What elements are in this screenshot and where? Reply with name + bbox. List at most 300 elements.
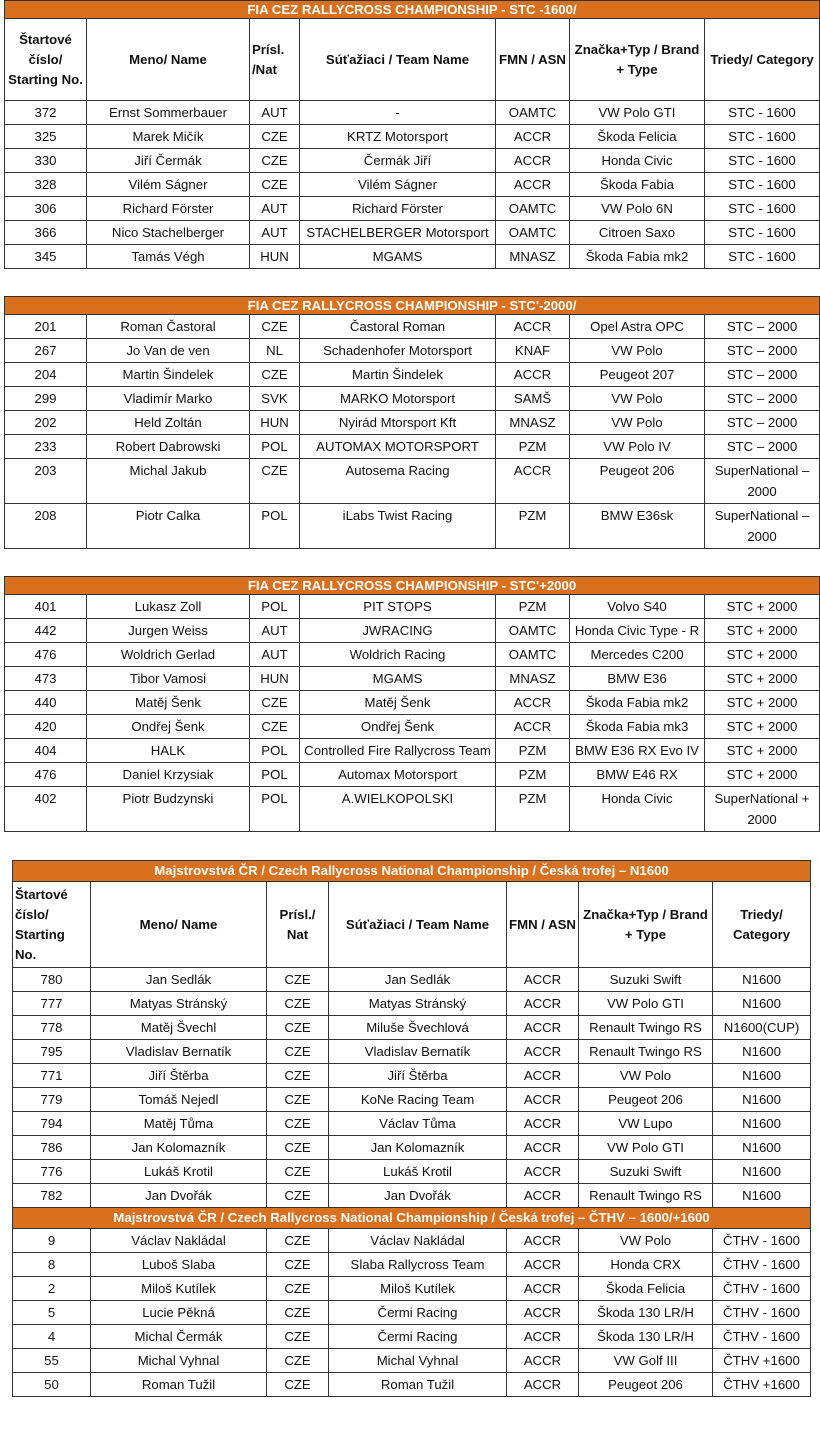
- category-cell: ČTHV - 1600: [713, 1325, 811, 1349]
- header-asn: FMN / ASN: [507, 882, 579, 968]
- driver-name-cell: Miloš Kutílek: [91, 1277, 267, 1301]
- asn-cell: ACCR: [507, 968, 579, 992]
- category-cell: ČTHV +1600: [713, 1349, 811, 1373]
- table-row: [5, 643, 820, 667]
- driver-name-cell: Vladislav Bernatík: [91, 1040, 267, 1064]
- table-row: [5, 411, 820, 435]
- nationality-cell: CZE: [250, 173, 300, 197]
- asn-cell: OAMTC: [496, 619, 570, 643]
- table-row: [5, 125, 820, 149]
- team-name-cell: Matěj Šenk: [300, 691, 496, 715]
- start-no-cell: 779: [13, 1088, 91, 1112]
- brand-type-cell: Škoda Fabia mk2: [570, 691, 705, 715]
- driver-name-cell: Roman Častoral: [87, 315, 250, 339]
- start-no-cell: 473: [5, 667, 87, 691]
- brand-type-cell: VW Golf III: [579, 1349, 713, 1373]
- team-name-cell: MGAMS: [300, 245, 496, 269]
- team-name-cell: MGAMS: [300, 667, 496, 691]
- team-name-cell: PIT STOPS: [300, 595, 496, 619]
- nationality-cell: AUT: [250, 101, 300, 125]
- category-cell: STC - 1600: [705, 197, 820, 221]
- category-cell: N1600: [713, 1088, 811, 1112]
- nationality-cell: CZE: [267, 1373, 329, 1397]
- driver-name-cell: Jan Sedlák: [91, 968, 267, 992]
- driver-name-cell: Daniel Krzysiak: [87, 763, 250, 787]
- category-cell: SuperNational – 2000: [705, 504, 820, 549]
- header-asn: FMN / ASN: [496, 19, 570, 101]
- asn-cell: PZM: [496, 763, 570, 787]
- start-no-cell: 776: [13, 1160, 91, 1184]
- table-body: [13, 968, 811, 1208]
- category-cell: STC - 1600: [705, 221, 820, 245]
- category-cell: STC - 1600: [705, 101, 820, 125]
- nationality-cell: POL: [250, 787, 300, 832]
- nationality-cell: CZE: [267, 1301, 329, 1325]
- header-row: [5, 19, 820, 101]
- team-name-cell: Automax Motorsport: [300, 763, 496, 787]
- header-row: [13, 882, 811, 968]
- brand-type-cell: Škoda 130 LR/H: [579, 1301, 713, 1325]
- start-no-cell: 780: [13, 968, 91, 992]
- category-cell: STC + 2000: [705, 763, 820, 787]
- driver-name-cell: Martin Šindelek: [87, 363, 250, 387]
- team-name-cell: Čermi Racing: [329, 1325, 507, 1349]
- brand-type-cell: VW Polo GTI: [579, 992, 713, 1016]
- asn-cell: ACCR: [507, 1301, 579, 1325]
- category-cell: STC + 2000: [705, 595, 820, 619]
- category-cell: ČTHV +1600: [713, 1373, 811, 1397]
- asn-cell: ACCR: [507, 1016, 579, 1040]
- brand-type-cell: BMW E36sk: [570, 504, 705, 549]
- category-cell: STC - 1600: [705, 125, 820, 149]
- brand-type-cell: Renault Twingo RS: [579, 1184, 713, 1208]
- table-row: [5, 101, 820, 125]
- nationality-cell: CZE: [267, 1136, 329, 1160]
- table-row: [13, 1373, 811, 1397]
- driver-name-cell: Robert Dabrowski: [87, 435, 250, 459]
- brand-type-cell: Peugeot 206: [570, 459, 705, 504]
- header-starting-no: Štartové číslo/ Starting No.: [5, 19, 87, 101]
- section-title: FIA CEZ RALLYCROSS CHAMPIONSHIP - STC -1600/: [5, 1, 820, 19]
- nationality-cell: CZE: [250, 715, 300, 739]
- asn-cell: SAMŠ: [496, 387, 570, 411]
- nationality-cell: CZE: [267, 1349, 329, 1373]
- category-cell: N1600: [713, 1160, 811, 1184]
- nationality-cell: CZE: [267, 1160, 329, 1184]
- header-nat: Prísl. /Nat: [250, 19, 300, 101]
- brand-type-cell: VW Polo: [570, 411, 705, 435]
- nationality-cell: CZE: [267, 1229, 329, 1253]
- driver-name-cell: Lucie Pěkná: [91, 1301, 267, 1325]
- brand-type-cell: BMW E36 RX Evo IV: [570, 739, 705, 763]
- brand-type-cell: Volvo S40: [570, 595, 705, 619]
- start-no-cell: 9: [13, 1229, 91, 1253]
- team-name-cell: Václav Nakládal: [329, 1229, 507, 1253]
- category-cell: STC + 2000: [705, 739, 820, 763]
- table-row: [13, 1325, 811, 1349]
- asn-cell: ACCR: [507, 1040, 579, 1064]
- driver-name-cell: Ondřej Šenk: [87, 715, 250, 739]
- driver-name-cell: Piotr Budzynski: [87, 787, 250, 832]
- header-starting-no: Štartové číslo/ Starting No.: [13, 882, 91, 968]
- brand-type-cell: Škoda Felicia: [579, 1277, 713, 1301]
- team-name-cell: Roman Tužil: [329, 1373, 507, 1397]
- driver-name-cell: Lukáš Krotil: [91, 1160, 267, 1184]
- team-name-cell: Vladislav Bernatík: [329, 1040, 507, 1064]
- team-name-cell: Slaba Rallycross Team: [329, 1253, 507, 1277]
- category-cell: N1600(CUP): [713, 1016, 811, 1040]
- start-no-cell: 50: [13, 1373, 91, 1397]
- category-cell: STC – 2000: [705, 315, 820, 339]
- category-cell: STC - 1600: [705, 173, 820, 197]
- start-no-cell: 440: [5, 691, 87, 715]
- brand-type-cell: Honda Civic: [570, 787, 705, 832]
- asn-cell: ACCR: [496, 459, 570, 504]
- category-cell: SuperNational + 2000: [705, 787, 820, 832]
- team-name-cell: STACHELBERGER Motorsport: [300, 221, 496, 245]
- driver-name-cell: Lukasz Zoll: [87, 595, 250, 619]
- driver-name-cell: Roman Tužil: [91, 1373, 267, 1397]
- table-row: [5, 595, 820, 619]
- nationality-cell: AUT: [250, 643, 300, 667]
- nationality-cell: HUN: [250, 411, 300, 435]
- section-banner: [5, 297, 820, 315]
- brand-type-cell: Citroen Saxo: [570, 221, 705, 245]
- asn-cell: KNAF: [496, 339, 570, 363]
- driver-name-cell: Jiří Štěrba: [91, 1064, 267, 1088]
- asn-cell: ACCR: [507, 992, 579, 1016]
- team-name-cell: Ondřej Šenk: [300, 715, 496, 739]
- table-row: [5, 435, 820, 459]
- start-no-cell: 401: [5, 595, 87, 619]
- nationality-cell: CZE: [267, 1040, 329, 1064]
- team-name-cell: Autosema Racing: [300, 459, 496, 504]
- category-cell: STC – 2000: [705, 411, 820, 435]
- team-name-cell: Martin Šindelek: [300, 363, 496, 387]
- start-no-cell: 4: [13, 1325, 91, 1349]
- table-row: [13, 1016, 811, 1040]
- asn-cell: PZM: [496, 435, 570, 459]
- nationality-cell: CZE: [250, 315, 300, 339]
- driver-name-cell: Matěj Tůma: [91, 1112, 267, 1136]
- asn-cell: ACCR: [507, 1136, 579, 1160]
- table-row: [13, 1301, 811, 1325]
- start-no-cell: 420: [5, 715, 87, 739]
- asn-cell: ACCR: [507, 1325, 579, 1349]
- brand-type-cell: Škoda Fabia: [570, 173, 705, 197]
- section-title: Majstrovstvá ČR / Czech Rallycross National Championship / Česká trofej – N1600: [13, 861, 811, 882]
- asn-cell: PZM: [496, 595, 570, 619]
- header-category: Triedy/ Category: [713, 882, 811, 968]
- team-name-cell: KoNe Racing Team: [329, 1088, 507, 1112]
- asn-cell: ACCR: [507, 1088, 579, 1112]
- section-banner: [13, 861, 811, 882]
- nationality-cell: CZE: [267, 1184, 329, 1208]
- start-no-cell: 402: [5, 787, 87, 832]
- team-name-cell: Jan Kolomazník: [329, 1136, 507, 1160]
- asn-cell: ACCR: [496, 125, 570, 149]
- driver-name-cell: Ernst Sommerbauer: [87, 101, 250, 125]
- section-title: Majstrovstvá ČR / Czech Rallycross National Championship / Česká trofej – ČTHV – 1600/+1600: [13, 1208, 811, 1229]
- brand-type-cell: Peugeot 206: [579, 1088, 713, 1112]
- driver-name-cell: Vilém Ságner: [87, 173, 250, 197]
- start-no-cell: 328: [5, 173, 87, 197]
- category-cell: ČTHV - 1600: [713, 1229, 811, 1253]
- table-body: [13, 1229, 811, 1397]
- brand-type-cell: Honda Civic: [570, 149, 705, 173]
- table-row: [5, 387, 820, 411]
- start-no-cell: 306: [5, 197, 87, 221]
- team-name-cell: Michal Vyhnal: [329, 1349, 507, 1373]
- asn-cell: PZM: [496, 787, 570, 832]
- asn-cell: MNASZ: [496, 411, 570, 435]
- table-row: [13, 1277, 811, 1301]
- driver-name-cell: Richard Förster: [87, 197, 250, 221]
- team-name-cell: Schadenhofer Motorsport: [300, 339, 496, 363]
- start-no-cell: 345: [5, 245, 87, 269]
- category-cell: STC – 2000: [705, 435, 820, 459]
- driver-name-cell: Michal Čermák: [91, 1325, 267, 1349]
- asn-cell: ACCR: [507, 1277, 579, 1301]
- team-name-cell: -: [300, 101, 496, 125]
- category-cell: STC – 2000: [705, 363, 820, 387]
- category-cell: N1600: [713, 1064, 811, 1088]
- section-banner: [5, 577, 820, 595]
- start-no-cell: 8: [13, 1253, 91, 1277]
- table-row: [13, 1064, 811, 1088]
- table-stc-1600: [4, 0, 820, 269]
- team-name-cell: iLabs Twist Racing: [300, 504, 496, 549]
- asn-cell: ACCR: [496, 363, 570, 387]
- nationality-cell: CZE: [250, 149, 300, 173]
- start-no-cell: 325: [5, 125, 87, 149]
- nationality-cell: CZE: [267, 1064, 329, 1088]
- nationality-cell: POL: [250, 595, 300, 619]
- asn-cell: ACCR: [507, 1373, 579, 1397]
- start-no-cell: 366: [5, 221, 87, 245]
- nationality-cell: AUT: [250, 221, 300, 245]
- start-no-cell: 786: [13, 1136, 91, 1160]
- driver-name-cell: Woldrich Gerlad: [87, 643, 250, 667]
- category-cell: N1600: [713, 1184, 811, 1208]
- driver-name-cell: Tomáš Nejedl: [91, 1088, 267, 1112]
- category-cell: STC + 2000: [705, 691, 820, 715]
- table-row: [13, 1112, 811, 1136]
- table-row: [5, 691, 820, 715]
- brand-type-cell: Renault Twingo RS: [579, 1016, 713, 1040]
- team-name-cell: MARKO Motorsport: [300, 387, 496, 411]
- driver-name-cell: Michal Jakub: [87, 459, 250, 504]
- start-no-cell: 794: [13, 1112, 91, 1136]
- driver-name-cell: Michal Vyhnal: [91, 1349, 267, 1373]
- asn-cell: OAMTC: [496, 643, 570, 667]
- table-row: [5, 149, 820, 173]
- team-name-cell: Richard Förster: [300, 197, 496, 221]
- asn-cell: OAMTC: [496, 101, 570, 125]
- start-no-cell: 795: [13, 1040, 91, 1064]
- driver-name-cell: Nico Stachelberger: [87, 221, 250, 245]
- brand-type-cell: Honda Civic Type - R: [570, 619, 705, 643]
- start-no-cell: 204: [5, 363, 87, 387]
- start-no-cell: 2: [13, 1277, 91, 1301]
- asn-cell: PZM: [496, 504, 570, 549]
- asn-cell: ACCR: [507, 1064, 579, 1088]
- asn-cell: ACCR: [507, 1184, 579, 1208]
- start-no-cell: 778: [13, 1016, 91, 1040]
- start-no-cell: 372: [5, 101, 87, 125]
- team-name-cell: AUTOMAX MOTORSPORT: [300, 435, 496, 459]
- nationality-cell: POL: [250, 504, 300, 549]
- start-no-cell: 299: [5, 387, 87, 411]
- brand-type-cell: Suzuki Swift: [579, 1160, 713, 1184]
- team-name-cell: A.WIELKOPOLSKI: [300, 787, 496, 832]
- team-name-cell: Jan Sedlák: [329, 968, 507, 992]
- table-stc-plus-2000: [4, 576, 820, 832]
- header-name: Meno/ Name: [87, 19, 250, 101]
- team-name-cell: Nyirád Mtorsport Kft: [300, 411, 496, 435]
- nationality-cell: POL: [250, 435, 300, 459]
- team-name-cell: Controlled Fire Rallycross Team: [300, 739, 496, 763]
- brand-type-cell: VW Polo GTI: [570, 101, 705, 125]
- header-category: Triedy/ Category: [705, 19, 820, 101]
- category-cell: N1600: [713, 992, 811, 1016]
- table-row: [5, 197, 820, 221]
- nationality-cell: CZE: [267, 1016, 329, 1040]
- team-name-cell: Častoral Roman: [300, 315, 496, 339]
- start-no-cell: 267: [5, 339, 87, 363]
- asn-cell: ACCR: [496, 149, 570, 173]
- brand-type-cell: VW Polo: [570, 387, 705, 411]
- start-no-cell: 55: [13, 1349, 91, 1373]
- brand-type-cell: Mercedes C200: [570, 643, 705, 667]
- start-no-cell: 476: [5, 763, 87, 787]
- start-no-cell: 5: [13, 1301, 91, 1325]
- brand-type-cell: VW Polo IV: [570, 435, 705, 459]
- nationality-cell: SVK: [250, 387, 300, 411]
- driver-name-cell: Matěj Švechl: [91, 1016, 267, 1040]
- start-no-cell: 208: [5, 504, 87, 549]
- header-team: Súťažiaci / Team Name: [329, 882, 507, 968]
- asn-cell: OAMTC: [496, 221, 570, 245]
- nationality-cell: CZE: [250, 459, 300, 504]
- section-banner: [13, 1208, 811, 1229]
- asn-cell: PZM: [496, 739, 570, 763]
- table-row: [5, 459, 820, 504]
- nationality-cell: CZE: [267, 1112, 329, 1136]
- category-cell: STC + 2000: [705, 619, 820, 643]
- table-row: [5, 315, 820, 339]
- team-name-cell: Miluše Švechlová: [329, 1016, 507, 1040]
- table-row: [13, 1160, 811, 1184]
- table-row: [5, 245, 820, 269]
- category-cell: ČTHV - 1600: [713, 1301, 811, 1325]
- nationality-cell: AUT: [250, 619, 300, 643]
- category-cell: STC – 2000: [705, 387, 820, 411]
- nationality-cell: CZE: [250, 691, 300, 715]
- driver-name-cell: HALK: [87, 739, 250, 763]
- table-row: [5, 787, 820, 832]
- team-name-cell: KRTZ Motorsport: [300, 125, 496, 149]
- asn-cell: MNASZ: [496, 245, 570, 269]
- brand-type-cell: BMW E36: [570, 667, 705, 691]
- asn-cell: ACCR: [496, 691, 570, 715]
- category-cell: N1600: [713, 1040, 811, 1064]
- team-name-cell: Jiří Štěrba: [329, 1064, 507, 1088]
- brand-type-cell: Škoda Fabia mk3: [570, 715, 705, 739]
- nationality-cell: CZE: [267, 1277, 329, 1301]
- category-cell: STC - 1600: [705, 149, 820, 173]
- brand-type-cell: Opel Astra OPC: [570, 315, 705, 339]
- nationality-cell: CZE: [267, 992, 329, 1016]
- nationality-cell: CZE: [250, 363, 300, 387]
- start-no-cell: 442: [5, 619, 87, 643]
- nationality-cell: CZE: [267, 1253, 329, 1277]
- driver-name-cell: Piotr Calka: [87, 504, 250, 549]
- table-row: [5, 763, 820, 787]
- table-row: [13, 1349, 811, 1373]
- category-cell: N1600: [713, 968, 811, 992]
- category-cell: SuperNational – 2000: [705, 459, 820, 504]
- asn-cell: ACCR: [507, 1253, 579, 1277]
- table-row: [13, 1088, 811, 1112]
- start-no-cell: 201: [5, 315, 87, 339]
- asn-cell: ACCR: [507, 1112, 579, 1136]
- table-row: [5, 339, 820, 363]
- header-team: Súťažiaci / Team Name: [300, 19, 496, 101]
- asn-cell: ACCR: [496, 715, 570, 739]
- table-row: [5, 715, 820, 739]
- driver-name-cell: Jo Van de ven: [87, 339, 250, 363]
- table-row: [5, 667, 820, 691]
- driver-name-cell: Jan Dvořák: [91, 1184, 267, 1208]
- brand-type-cell: Peugeot 206: [579, 1373, 713, 1397]
- asn-cell: ACCR: [496, 173, 570, 197]
- category-cell: STC + 2000: [705, 643, 820, 667]
- table-stc-2000: [4, 296, 820, 549]
- brand-type-cell: Škoda 130 LR/H: [579, 1325, 713, 1349]
- section-title: FIA CEZ RALLYCROSS CHAMPIONSHIP - STC'-2000/: [5, 297, 820, 315]
- start-no-cell: 476: [5, 643, 87, 667]
- brand-type-cell: Škoda Fabia mk2: [570, 245, 705, 269]
- team-name-cell: Lukáš Krotil: [329, 1160, 507, 1184]
- brand-type-cell: Škoda Felicia: [570, 125, 705, 149]
- table-row: [5, 619, 820, 643]
- brand-type-cell: VW Polo 6N: [570, 197, 705, 221]
- start-no-cell: 233: [5, 435, 87, 459]
- team-name-cell: Jan Dvořák: [329, 1184, 507, 1208]
- asn-cell: ACCR: [507, 1229, 579, 1253]
- table-row: [5, 363, 820, 387]
- start-no-cell: 202: [5, 411, 87, 435]
- team-name-cell: Woldrich Racing: [300, 643, 496, 667]
- driver-name-cell: Jiří Čermák: [87, 149, 250, 173]
- nationality-cell: AUT: [250, 197, 300, 221]
- start-no-cell: 782: [13, 1184, 91, 1208]
- table-national: [12, 860, 811, 1397]
- brand-type-cell: BMW E46 RX: [570, 763, 705, 787]
- team-name-cell: Čermi Racing: [329, 1301, 507, 1325]
- team-name-cell: Čermák Jiří: [300, 149, 496, 173]
- category-cell: STC – 2000: [705, 339, 820, 363]
- nationality-cell: POL: [250, 739, 300, 763]
- header-brand: Značka+Typ / Brand + Type: [570, 19, 705, 101]
- driver-name-cell: Jurgen Weiss: [87, 619, 250, 643]
- header-brand: Značka+Typ / Brand + Type: [579, 882, 713, 968]
- table-row: [13, 968, 811, 992]
- asn-cell: ACCR: [507, 1349, 579, 1373]
- section-banner: [5, 1, 820, 19]
- nationality-cell: HUN: [250, 667, 300, 691]
